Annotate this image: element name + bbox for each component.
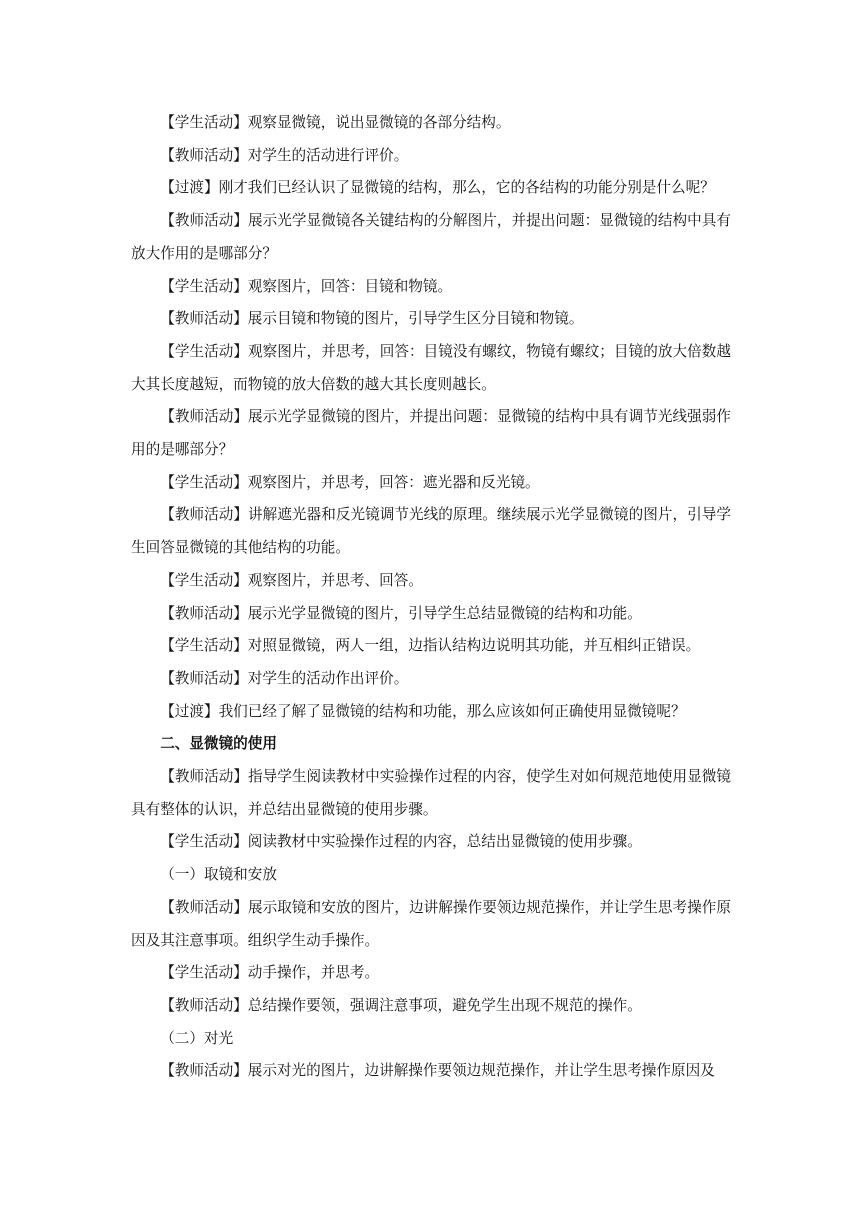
- paragraph-transition-1: 【过渡】刚才我们已经认识了显微镜的结构，那么，它的各结构的功能分别是什么呢？: [160, 179, 715, 197]
- subsection-heading-1: （一）取镜和安放: [160, 866, 277, 884]
- paragraph-teacher-activity-11: 【教师活动】展示对光的图片，边讲解操作要领边规范操作，并让学生思考操作原因及: [160, 1062, 715, 1080]
- paragraph-student-activity-7: 【学生活动】阅读教材中实验操作过程的内容，总结出显微镜的使用步骤。: [160, 833, 642, 851]
- paragraph-teacher-activity-9: 【教师活动】展示取镜和安放的图片，边讲解操作要领边规范操作，并让学生思考操作原因及其注意事项。组织学生动手操作。: [131, 898, 731, 949]
- paragraph-student-activity-4: 【学生活动】观察图片，并思考，回答：遮光器和反光镜。: [160, 473, 540, 491]
- subsection-heading-2: （二）对光: [160, 1029, 234, 1047]
- paragraph-teacher-activity-1: 【教师活动】对学生的活动进行评价。: [160, 146, 409, 164]
- paragraph-teacher-activity-4: 【教师活动】展示光学显微镜的图片，并提出问题：显微镜的结构中具有调节光线强弱作用的是哪部分？: [131, 408, 731, 459]
- paragraph-student-activity-2: 【学生活动】观察图片，回答：目镜和物镜。: [160, 277, 453, 295]
- paragraph-teacher-activity-7: 【教师活动】对学生的活动作出评价。: [160, 669, 409, 687]
- paragraph-teacher-activity-5: 【教师活动】讲解遮光器和反光镜调节光线的原理。继续展示光学显微镜的图片，引导学生回答显微镜的其他结构的功能。: [131, 506, 731, 557]
- document-page: [131, 107, 731, 1088]
- paragraph-student-activity-1: 【学生活动】观察显微镜，说出显微镜的各部分结构。: [160, 114, 511, 131]
- paragraph-student-activity-6: 【学生活动】对照显微镜，两人一组，边指认结构边说明其功能，并互相纠正错误。: [160, 637, 701, 655]
- paragraph-teacher-activity-10: 【教师活动】总结操作要领，强调注意事项，避免学生出现不规范的操作。: [160, 996, 642, 1014]
- paragraph-teacher-activity-6: 【教师活动】展示光学显微镜的图片，引导学生总结显微镜的结构和功能。: [160, 604, 642, 622]
- paragraph-student-activity-8: 【学生活动】动手操作，并思考。: [160, 964, 380, 982]
- paragraph-teacher-activity-8: 【教师活动】指导学生阅读教材中实验操作过程的内容，使学生对如何规范地使用显微镜具有整体的认识，并总结出显微镜的使用步骤。: [131, 768, 731, 818]
- paragraph-teacher-activity-2: 【教师活动】展示光学显微镜各关键结构的分解图片，并提出问题：显微镜的结构中具有放大作用的是哪部分？: [131, 212, 731, 262]
- paragraph-student-activity-3: 【学生活动】观察图片，并思考，回答：目镜没有螺纹，物镜有螺纹；目镜的放大倍数越大其长度越短，而物镜的放大倍数的越大其长度则越长。: [131, 342, 731, 393]
- section-heading: 二、显微镜的使用: [160, 735, 277, 753]
- paragraph-student-activity-5: 【学生活动】观察图片，并思考、回答。: [160, 571, 423, 589]
- paragraph-teacher-activity-3: 【教师活动】展示目镜和物镜的图片，引导学生区分目镜和物镜。: [160, 310, 584, 328]
- paragraph-transition-2: 【过渡】我们已经了解了显微镜的结构和功能，那么应该如何正确使用显微镜呢？: [160, 702, 686, 720]
